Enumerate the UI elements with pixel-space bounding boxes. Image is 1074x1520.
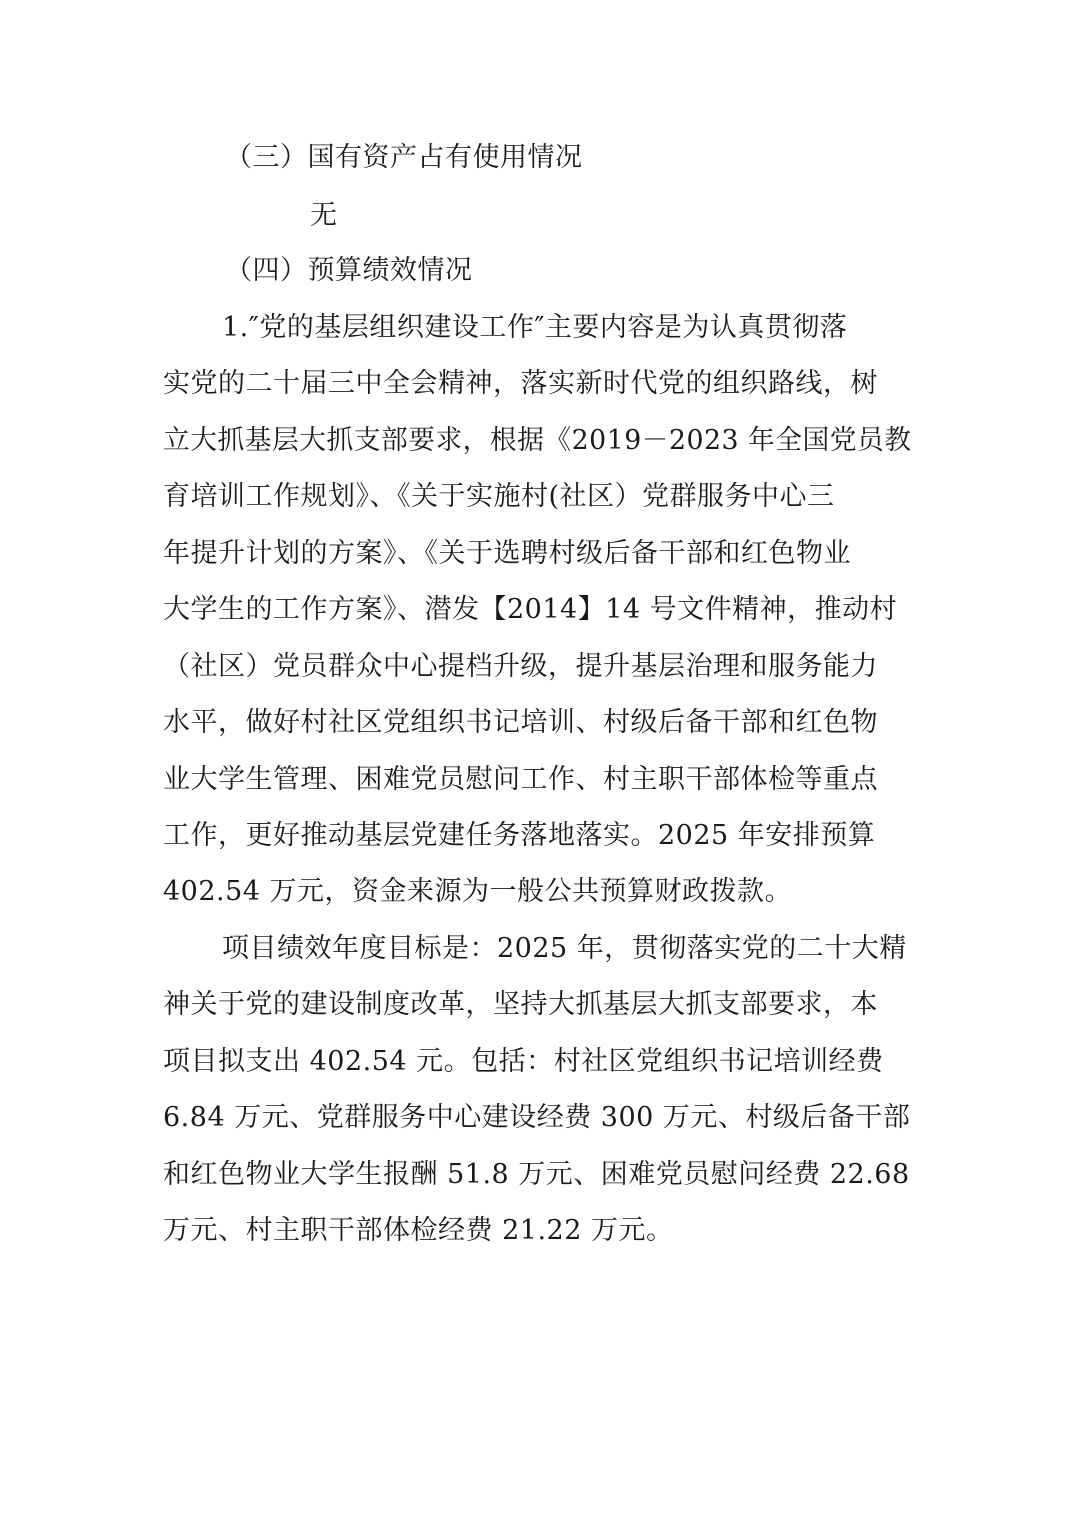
- paragraph-line: 402.54 万元，资金来源为一般公共预算财政拨款。: [163, 876, 793, 907]
- assets-value: 无: [310, 200, 338, 231]
- paragraph-line: 业大学生管理、困难党员慰问工作、村主职干部体检等重点: [163, 764, 878, 795]
- paragraph-line: 水平，做好村社区党组织书记培训、村级后备干部和红色物: [163, 707, 878, 738]
- paragraph-line: 万元、村主职干部体检经费 21.22 万元。: [163, 1215, 674, 1246]
- paragraph-line: 年提升计划的方案》、《关于选聘村级后备干部和红色物业: [163, 538, 851, 569]
- paragraph-line: 6.84 万元、党群服务中心建设经费 300 万元、村级后备干部: [163, 1102, 911, 1133]
- section-heading-assets: （三）国有资产占有使用情况: [225, 142, 583, 173]
- paragraph-line: （社区）党员群众中心提档升级，提升基层治理和服务能力: [163, 651, 878, 682]
- paragraph-line: 1.″党的基层组织建设工作″主要内容是为认真贯彻落: [222, 312, 848, 343]
- paragraph-line: 和红色物业大学生报酬 51.8 万元、困难党员慰问经费 22.68: [163, 1159, 910, 1190]
- paragraph-line: 立大抓基层大抓支部要求，根据《2019－2023 年全国党员教: [163, 425, 912, 456]
- paragraph-line: 工作，更好推动基层党建任务落地落实。2025 年安排预算: [163, 820, 876, 851]
- paragraph-line: 大学生的工作方案》、潜发【2014】14 号文件精神，推动村: [163, 594, 898, 625]
- section-heading-performance: （四）预算绩效情况: [225, 255, 473, 286]
- paragraph-line: 项目绩效年度目标是：2025 年，贯彻落实党的二十大精: [222, 933, 907, 964]
- paragraph-line: 神关于党的建设制度改革，坚持大抓基层大抓支部要求，本: [163, 989, 878, 1020]
- paragraph-line: 项目拟支出 402.54 元。包括：村社区党组织书记培训经费: [163, 1046, 884, 1077]
- paragraph-line: 实党的二十届三中全会精神，落实新时代党的组织路线，树: [163, 368, 878, 399]
- paragraph-line: 育培训工作规划》、《关于实施村(社区）党群服务中心三: [163, 481, 835, 512]
